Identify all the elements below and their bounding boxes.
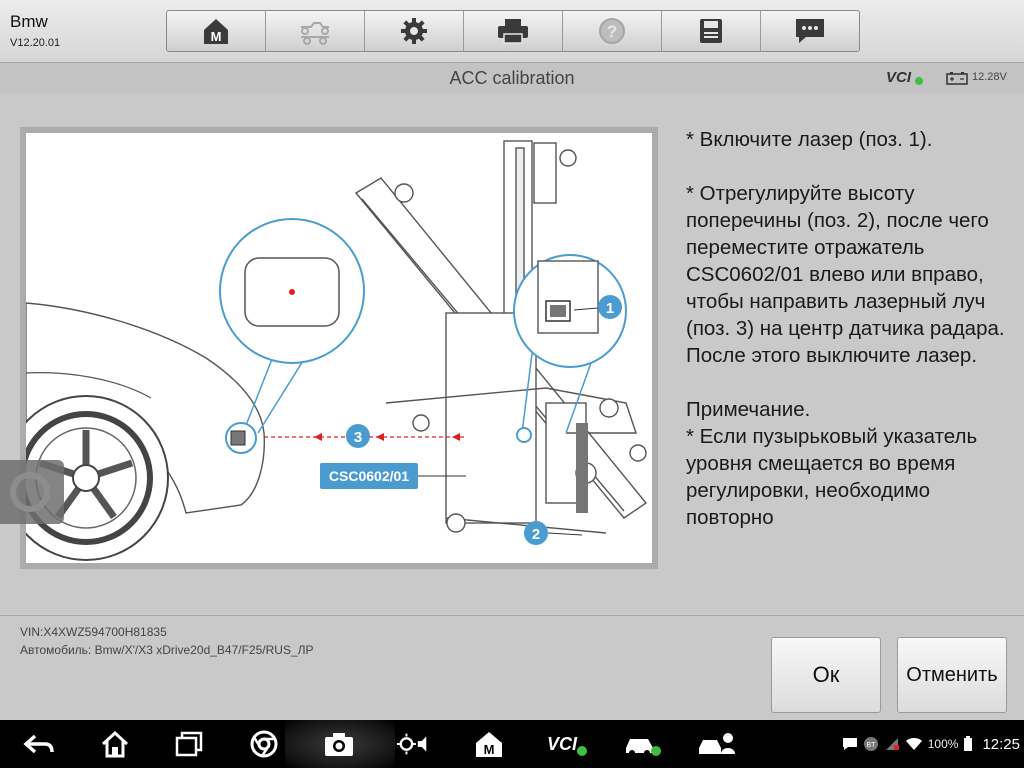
app-version: V12.20.01 <box>10 37 61 49</box>
calibration-illustration <box>26 133 652 563</box>
message-icon <box>842 737 858 751</box>
svg-text:M: M <box>483 742 495 757</box>
vci-status-label: VCI <box>886 69 912 86</box>
vci-icon <box>545 730 589 758</box>
battery-icon <box>946 72 968 85</box>
wifi-icon <box>905 737 923 751</box>
vehicle-label: Автомобиль: Bmw/X'/X3 xDrive20d_B47/F25/RUS_ЛР <box>20 643 314 657</box>
home-icon <box>99 730 131 758</box>
vehicle-nav-button[interactable] <box>622 728 662 760</box>
back-icon <box>23 732 55 756</box>
svg-text:M: M <box>210 29 222 44</box>
calibration-diagram <box>26 133 652 563</box>
app-name: Bmw <box>10 12 48 31</box>
save-button[interactable] <box>662 11 761 51</box>
printer-icon <box>496 17 530 45</box>
print-button[interactable] <box>464 11 563 51</box>
help-icon <box>597 16 627 46</box>
instructions-text <box>686 126 1016 531</box>
assist-ring-icon <box>10 472 50 512</box>
home-nav-button[interactable] <box>98 728 132 760</box>
recent-apps-icon <box>174 731 204 757</box>
cancel-button[interactable]: Отменить <box>897 637 1007 713</box>
instruction-step-2: * Отрегулируйте высоту поперечины (поз. 2), после чего переместите отражатель CSC0602/01 влево или вправо, чтобы направить лазерный луч (поз. 3) на центр датчика радара. После этого выключите лазер. <box>686 182 1005 367</box>
brightness-volume-icon <box>397 730 431 758</box>
main-content <box>0 93 1024 615</box>
save-icon <box>698 17 724 45</box>
vin-label: VIN:X4XWZ594700H81835 <box>20 625 167 639</box>
callout-2: 2 <box>531 526 541 543</box>
vci-connected-icon <box>915 77 923 85</box>
callout-3: 3 <box>353 429 363 446</box>
feedback-button[interactable] <box>761 11 859 51</box>
home-button[interactable] <box>167 11 266 51</box>
footer <box>0 615 1024 721</box>
settings-button[interactable] <box>365 11 464 51</box>
svg-text:?: ? <box>606 22 618 41</box>
car-check-icon <box>622 730 662 758</box>
top-bar <box>0 0 1024 62</box>
help-button[interactable] <box>563 11 662 51</box>
bluetooth-icon <box>863 736 879 752</box>
instruction-step-1: * Включите лазер (поз. 1). <box>686 128 933 151</box>
title-bar <box>0 62 1024 94</box>
browser-button[interactable] <box>247 728 281 760</box>
voltage-readout: 12.28V <box>972 71 1007 83</box>
remote-expert-button[interactable] <box>697 728 737 760</box>
no-signal-icon <box>884 736 900 752</box>
home-m-icon <box>200 16 232 46</box>
screenshot-button[interactable] <box>322 728 356 760</box>
note-title: Примечание. <box>686 398 811 421</box>
car-user-icon <box>697 730 737 758</box>
calibration-diagram-frame <box>20 127 658 569</box>
camera-icon <box>322 730 356 758</box>
page-title: ACC calibration <box>449 68 575 88</box>
recent-apps-button[interactable] <box>172 728 206 760</box>
svg-text:VCI: VCI <box>547 734 578 754</box>
home-m-nav-icon <box>473 729 505 759</box>
status-area <box>842 720 1020 768</box>
note-text: * Если пузырьковый указатель уровня смещается во время регулировки, необходимо повторно <box>686 425 978 529</box>
vci-nav-button[interactable] <box>545 728 589 760</box>
system-nav-bar <box>0 720 1024 768</box>
clock: 12:25 <box>982 735 1020 753</box>
svg-text:BT: BT <box>866 742 876 749</box>
reflector-label: CSC0602/01 <box>328 468 410 484</box>
floating-assist-button[interactable] <box>0 460 64 524</box>
gear-icon <box>399 16 429 46</box>
callout-1: 1 <box>605 300 615 317</box>
chrome-icon <box>249 729 279 759</box>
battery-percent: 100% <box>927 737 959 751</box>
ok-button[interactable]: Ок <box>771 637 881 713</box>
vehicle-swap-button[interactable] <box>266 11 365 51</box>
main-menu-button[interactable] <box>472 728 506 760</box>
car-swap-icon <box>295 17 335 45</box>
brightness-volume-button[interactable] <box>397 728 431 760</box>
back-button[interactable] <box>22 728 56 760</box>
device-battery-icon <box>963 736 973 752</box>
toolbar <box>166 10 860 52</box>
chat-icon <box>793 16 827 46</box>
